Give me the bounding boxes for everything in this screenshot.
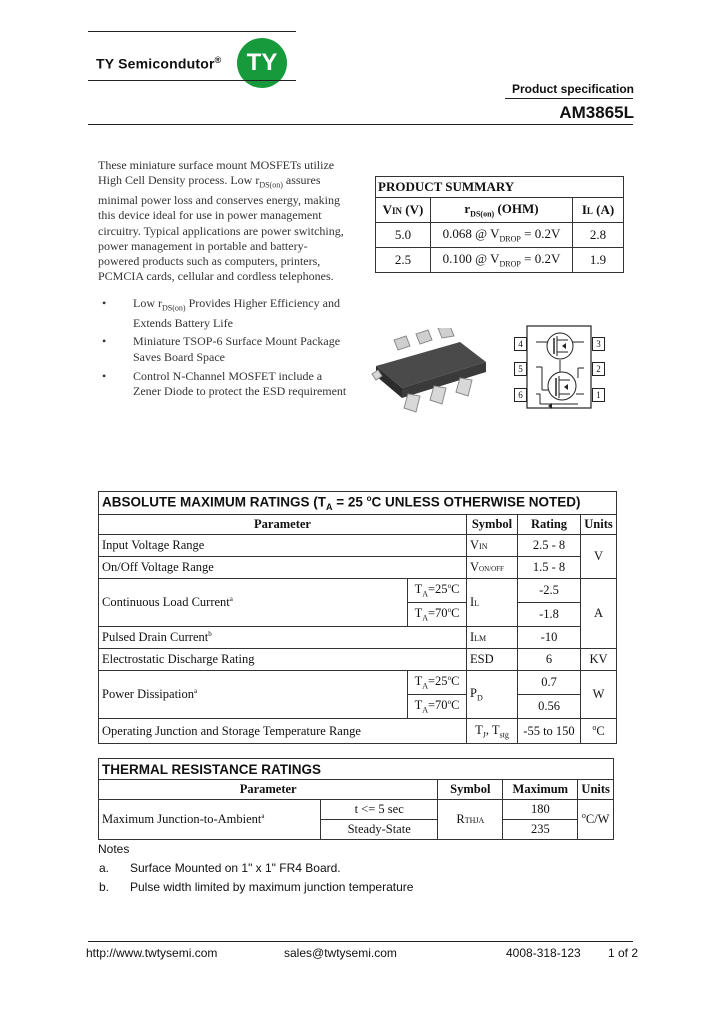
intro-text-1: These miniature surface mount MOSFETs utilize High Cell Density process. Low — [98, 158, 335, 188]
maximum-header: Maximum — [503, 780, 578, 800]
table-row — [99, 557, 617, 579]
param-cell: Power Dissipation$^a$ — [99, 671, 408, 719]
feature-item — [98, 369, 348, 400]
units-header: Units — [581, 515, 617, 535]
footer-email[interactable]: sales@twtysemi.com — [284, 946, 397, 960]
thermal-resistance-table — [98, 758, 614, 840]
feature-item — [98, 296, 348, 331]
pin-label-5: 5 — [514, 362, 527, 376]
header-rule-bottom — [88, 80, 296, 81]
note-text: Pulse width limited by maximum junction temperature — [130, 880, 414, 894]
bullet-dot: • — [102, 296, 107, 310]
condition-cell: $T_A=70^oC$ — [408, 695, 467, 719]
rating-cell: -10 — [518, 627, 581, 649]
vin-header: VIN (V) — [376, 198, 431, 223]
rds-header: $r_{DS(on)}$ (OHM) — [431, 198, 573, 223]
condition-cell: $T_A=70^oC$ — [408, 603, 467, 627]
pinout-diagram — [512, 324, 608, 410]
rating-cell: 2.5 - 8 — [518, 535, 581, 557]
intro-rds-symbol: r — [255, 173, 260, 188]
vin-cell: 5.0 — [376, 223, 431, 248]
symbol-cell: ILM — [467, 627, 518, 649]
symbol-cell: VIN — [467, 535, 518, 557]
param-cell: Continuous Load Current$^a$ — [99, 579, 408, 627]
header-rule-top — [88, 31, 296, 32]
rating-cell: -2.5 — [518, 579, 581, 603]
note-key: b. — [99, 880, 110, 894]
feature-item — [98, 334, 348, 365]
pin-label-2: 2 — [592, 362, 605, 376]
param-cell: Electrostatic Discharge Rating — [99, 649, 467, 671]
notes-title: Notes — [98, 842, 130, 856]
feature-list — [98, 296, 348, 403]
unit-cell: V — [581, 535, 617, 579]
unit-cell: W — [581, 671, 617, 719]
rds-cell: 0.068 @ $V_{DROP} = 0.2V$ — [431, 223, 573, 248]
pin-label-4: 4 — [514, 337, 527, 351]
maximum-cell: 235 — [503, 820, 578, 840]
part-rule — [88, 124, 633, 125]
condition-cell: Steady-State — [321, 820, 438, 840]
pin-label-3: 3 — [592, 337, 605, 351]
bullet-dot: • — [102, 334, 107, 349]
footer-phone: 4008-318-123 — [506, 946, 581, 960]
param-cell: Input Voltage Range — [99, 535, 467, 557]
feature-text: Control N-Channel MOSFET include a Zener Diode to protect the ESD requirement — [133, 368, 347, 398]
rds-cell: 0.100 @ $V_{DROP} = 0.2V$ — [431, 248, 573, 273]
symbol-cell: $P_D$ — [467, 671, 518, 719]
pin-label-1: 1 — [592, 388, 605, 402]
feature-text: Low — [133, 296, 158, 310]
parameter-header: Parameter — [99, 780, 438, 800]
brand-text: TY Semicondutor — [96, 55, 215, 72]
table-row — [99, 649, 617, 671]
maximum-cell: 180 — [503, 800, 578, 820]
registered-mark: ® — [214, 55, 222, 65]
rating-cell: 0.7 — [518, 671, 581, 695]
product-summary-table — [375, 176, 624, 273]
feature-text: Miniature TSOP-6 Surface Mount Package Saves Board Space — [133, 334, 341, 364]
logo-text: TY — [246, 49, 278, 76]
rating-cell: 0.56 — [518, 695, 581, 719]
il-header: IL (A) — [573, 198, 624, 223]
intro-text-2: assures minimal power loss and conserves energy, making this device ideal for use in power management circuitry. Typical applications are power switching, power management in portable and battery-powered products such as computers, printers, PCMCIA cards, cellular and cordless telephones. — [98, 173, 344, 284]
note-text: Surface Mounted on 1" x 1" FR4 Board. — [130, 861, 341, 875]
summary-row — [376, 248, 624, 273]
parameter-header: Parameter — [99, 515, 467, 535]
vin-cell: 2.5 — [376, 248, 431, 273]
table-row — [99, 800, 614, 820]
il-cell: 2.8 — [573, 223, 624, 248]
unit-cell: A — [581, 579, 617, 649]
unit-cell: KV — [581, 649, 617, 671]
note-item — [98, 859, 413, 878]
condition-cell: $T_A=25^oC$ — [408, 579, 467, 603]
param-cell: Operating Junction and Storage Temperature Range — [99, 719, 467, 744]
note-item — [98, 878, 413, 897]
rating-header: Rating — [518, 515, 581, 535]
product-summary-title: PRODUCT SUMMARY — [376, 177, 624, 198]
symbol-header: Symbol — [467, 515, 518, 535]
footer-url[interactable]: http://www.twtysemi.com — [86, 946, 218, 960]
notes-section — [98, 840, 413, 897]
table-row — [99, 627, 617, 649]
bullet-dot: • — [102, 368, 107, 383]
param-cell: Maximum Junction-to-Ambient$^a$ — [99, 800, 321, 840]
table-row — [99, 719, 617, 744]
symbol-cell: VON/OFF — [467, 557, 518, 579]
param-cell: On/Off Voltage Range — [99, 557, 467, 579]
tsop6-package-image — [368, 328, 492, 414]
param-cell: Pulsed Drain Current$^b$ — [99, 627, 467, 649]
symbol-cell: $T_J$, $T_{stg}$ — [467, 719, 518, 744]
condition-cell: $T_A=25^oC$ — [408, 671, 467, 695]
symbol-cell: IL — [467, 579, 518, 627]
rating-cell: 1.5 - 8 — [518, 557, 581, 579]
intro-paragraph — [98, 158, 348, 285]
rating-cell: 6 — [518, 649, 581, 671]
part-number: AM3865L — [559, 103, 634, 122]
footer-page-number: 1 of 2 — [608, 946, 639, 960]
intro-rds-sub: DS(on) — [259, 180, 283, 190]
unit-cell: $^o$C/W — [578, 800, 614, 840]
feature-sub: DS(on) — [162, 303, 186, 313]
condition-cell: t <= 5 sec — [321, 800, 438, 820]
note-key: a. — [99, 861, 110, 875]
unit-cell: $^o$C — [581, 719, 617, 744]
symbol-cell: RTHJA — [438, 800, 503, 840]
thermal-title: THERMAL RESISTANCE RATINGS — [99, 759, 614, 780]
brand-name — [96, 55, 222, 72]
product-spec-label: Product specification — [511, 82, 634, 96]
pin-label-6: 6 — [514, 388, 527, 402]
feature-text-post: Provides Higher Efficiency and Extends Battery Life — [133, 296, 340, 330]
symbol-header: Symbol — [438, 780, 503, 800]
table-row — [99, 579, 617, 603]
rating-cell: -1.8 — [518, 603, 581, 627]
abs-max-title: ABSOLUTE MAXIMUM RATINGS ($T_A = 25$ $^o$C UNLESS OTHERWISE NOTED) — [99, 492, 617, 515]
spec-rule — [505, 98, 633, 99]
rating-cell: -55 to 150 — [518, 719, 581, 744]
absolute-max-ratings-table — [98, 491, 617, 744]
table-row — [99, 535, 617, 557]
symbol-cell: ESD — [467, 649, 518, 671]
il-cell: 1.9 — [573, 248, 624, 273]
table-row — [99, 671, 617, 695]
feature-sym: r — [158, 296, 162, 310]
footer-rule — [88, 941, 633, 942]
units-header: Units — [578, 780, 614, 800]
summary-row — [376, 223, 624, 248]
